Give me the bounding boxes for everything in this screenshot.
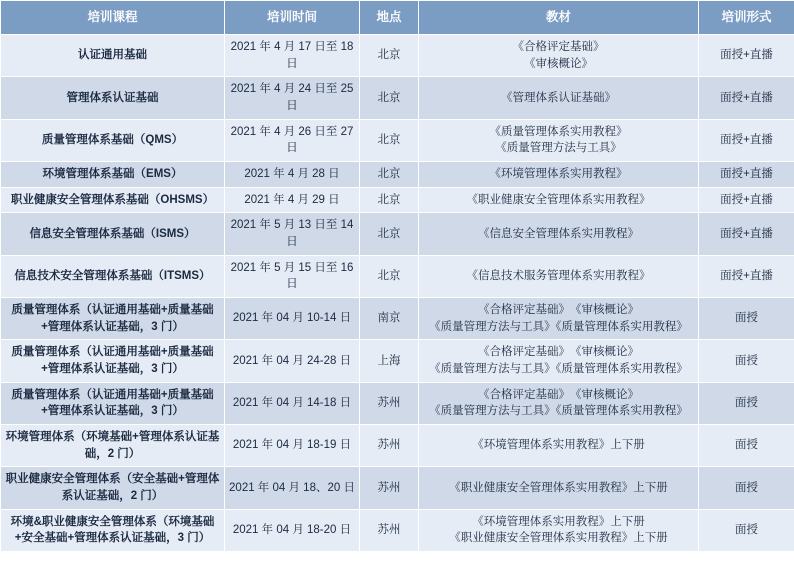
cell-material	[419, 298, 699, 340]
material-line: 《环境管理体系实用教程》上下册	[472, 439, 645, 452]
cell-place: 北京	[360, 187, 419, 213]
cell-format: 面授+直播	[699, 213, 794, 255]
cell-format: 面授	[699, 298, 794, 340]
cell-material	[419, 77, 699, 119]
cell-place: 上海	[360, 340, 419, 382]
cell-format: 面授	[699, 340, 794, 382]
cell-time: 2021 年 4 月 26 日至 27 日	[225, 119, 360, 161]
cell-time: 2021 年 04 月 18、20 日	[225, 467, 360, 509]
cell-place: 北京	[360, 162, 419, 188]
cell-course: 认证通用基础	[1, 35, 225, 77]
cell-place: 北京	[360, 35, 419, 77]
table-row	[1, 187, 794, 213]
material-line: 《质量管理方法与工具》《质量管理体系实用教程》	[429, 363, 688, 376]
cell-material	[419, 255, 699, 297]
material-line: 《质量管理方法与工具》《质量管理体系实用教程》	[429, 405, 688, 418]
cell-course: 职业健康安全管理体系（安全基础+管理体系认证基础，2 门）	[1, 467, 225, 509]
cell-time: 2021 年 04 月 18-19 日	[225, 425, 360, 467]
material-line: 《环境管理体系实用教程》	[489, 168, 628, 181]
cell-course: 环境管理体系（环境基础+管理体系认证基础，2 门）	[1, 425, 225, 467]
cell-course: 信息技术安全管理体系基础（ITSMS）	[1, 255, 225, 297]
table-row	[1, 509, 794, 551]
table-body	[1, 35, 794, 552]
cell-course: 环境&职业健康安全管理体系（环境基础+安全基础+管理体系认证基础，3 门）	[1, 509, 225, 551]
cell-format: 面授+直播	[699, 162, 794, 188]
column-header-time: 培训时间	[225, 1, 360, 35]
cell-place: 苏州	[360, 509, 419, 551]
material-line: 《职业健康安全管理体系实用教程》	[466, 193, 651, 206]
cell-material	[419, 187, 699, 213]
cell-format: 面授+直播	[699, 77, 794, 119]
cell-time: 2021 年 5 月 13 日至 14 日	[225, 213, 360, 255]
table-row	[1, 213, 794, 255]
cell-course: 管理体系认证基础	[1, 77, 225, 119]
cell-time: 2021 年 04 月 10-14 日	[225, 298, 360, 340]
material-line: 《信息技术服务管理体系实用教程》	[466, 270, 651, 283]
cell-material	[419, 162, 699, 188]
material-line: 《管理体系认证基础》	[501, 91, 616, 104]
cell-material	[419, 382, 699, 424]
table-row	[1, 425, 794, 467]
column-header-course: 培训课程	[1, 1, 225, 35]
material-line: 《质量管理体系实用教程》	[489, 125, 628, 138]
material-line: 《质量管理方法与工具》《质量管理体系实用教程》	[429, 320, 688, 333]
table-row	[1, 382, 794, 424]
cell-time: 2021 年 4 月 28 日	[225, 162, 360, 188]
cell-course: 质量管理体系（认证通用基础+质量基础+管理体系认证基础，3 门）	[1, 298, 225, 340]
cell-place: 北京	[360, 213, 419, 255]
table-row	[1, 340, 794, 382]
cell-place: 北京	[360, 119, 419, 161]
cell-time: 2021 年 4 月 17 日至 18 日	[225, 35, 360, 77]
cell-format: 面授+直播	[699, 255, 794, 297]
cell-place: 北京	[360, 77, 419, 119]
cell-time: 2021 年 5 月 15 日至 16 日	[225, 255, 360, 297]
material-line: 《环境管理体系实用教程》上下册	[472, 515, 645, 528]
column-header-material: 教材	[419, 1, 699, 35]
table-row	[1, 467, 794, 509]
cell-course: 质量管理体系基础（QMS）	[1, 119, 225, 161]
column-header-format: 培训形式	[699, 1, 794, 35]
cell-format: 面授	[699, 425, 794, 467]
cell-time: 2021 年 4 月 24 日至 25 日	[225, 77, 360, 119]
material-line: 《合格评定基础》 《审核概论》	[478, 304, 639, 317]
cell-format: 面授	[699, 382, 794, 424]
cell-place: 苏州	[360, 382, 419, 424]
material-line: 《职业健康安全管理体系实用教程》上下册	[449, 481, 668, 494]
table-row	[1, 162, 794, 188]
table-header	[1, 1, 794, 35]
cell-material	[419, 509, 699, 551]
table-header-row	[1, 1, 794, 35]
column-header-place: 地点	[360, 1, 419, 35]
cell-time: 2021 年 4 月 29 日	[225, 187, 360, 213]
material-line: 《合格评定基础》	[512, 41, 605, 53]
cell-material	[419, 213, 699, 255]
material-line: 《信息安全管理体系实用教程》	[478, 227, 639, 240]
cell-material	[419, 35, 699, 77]
cell-format: 面授	[699, 467, 794, 509]
cell-material	[419, 425, 699, 467]
cell-format: 面授+直播	[699, 119, 794, 161]
cell-time: 2021 年 04 月 24-28 日	[225, 340, 360, 382]
cell-time: 2021 年 04 月 18-20 日	[225, 509, 360, 551]
material-line: 《职业健康安全管理体系实用教程》上下册	[449, 532, 668, 545]
table-row	[1, 35, 794, 77]
cell-place: 苏州	[360, 467, 419, 509]
table-row	[1, 77, 794, 119]
cell-format: 面授+直播	[699, 187, 794, 213]
cell-format: 面授+直播	[699, 35, 794, 77]
cell-time: 2021 年 04 月 14-18 日	[225, 382, 360, 424]
table-row	[1, 119, 794, 161]
material-line: 《质量管理方法与工具》	[495, 142, 622, 155]
cell-course: 环境管理体系基础（EMS）	[1, 162, 225, 188]
cell-course: 信息安全管理体系基础（ISMS）	[1, 213, 225, 255]
cell-course: 质量管理体系（认证通用基础+质量基础+管理体系认证基础，3 门）	[1, 382, 225, 424]
cell-place: 南京	[360, 298, 419, 340]
cell-format: 面授	[699, 509, 794, 551]
cell-place: 北京	[360, 255, 419, 297]
table-row	[1, 298, 794, 340]
cell-course: 质量管理体系（认证通用基础+质量基础+管理体系认证基础，3 门）	[1, 340, 225, 382]
cell-material	[419, 340, 699, 382]
table-row	[1, 255, 794, 297]
material-line: 《审核概论》	[524, 57, 593, 70]
cell-material	[419, 467, 699, 509]
material-line: 《合格评定基础》 《审核概论》	[478, 346, 639, 359]
cell-place: 苏州	[360, 425, 419, 467]
cell-course: 职业健康安全管理体系基础（OHSMS）	[1, 187, 225, 213]
material-line: 《合格评定基础》 《审核概论》	[478, 388, 639, 401]
cell-material	[419, 119, 699, 161]
